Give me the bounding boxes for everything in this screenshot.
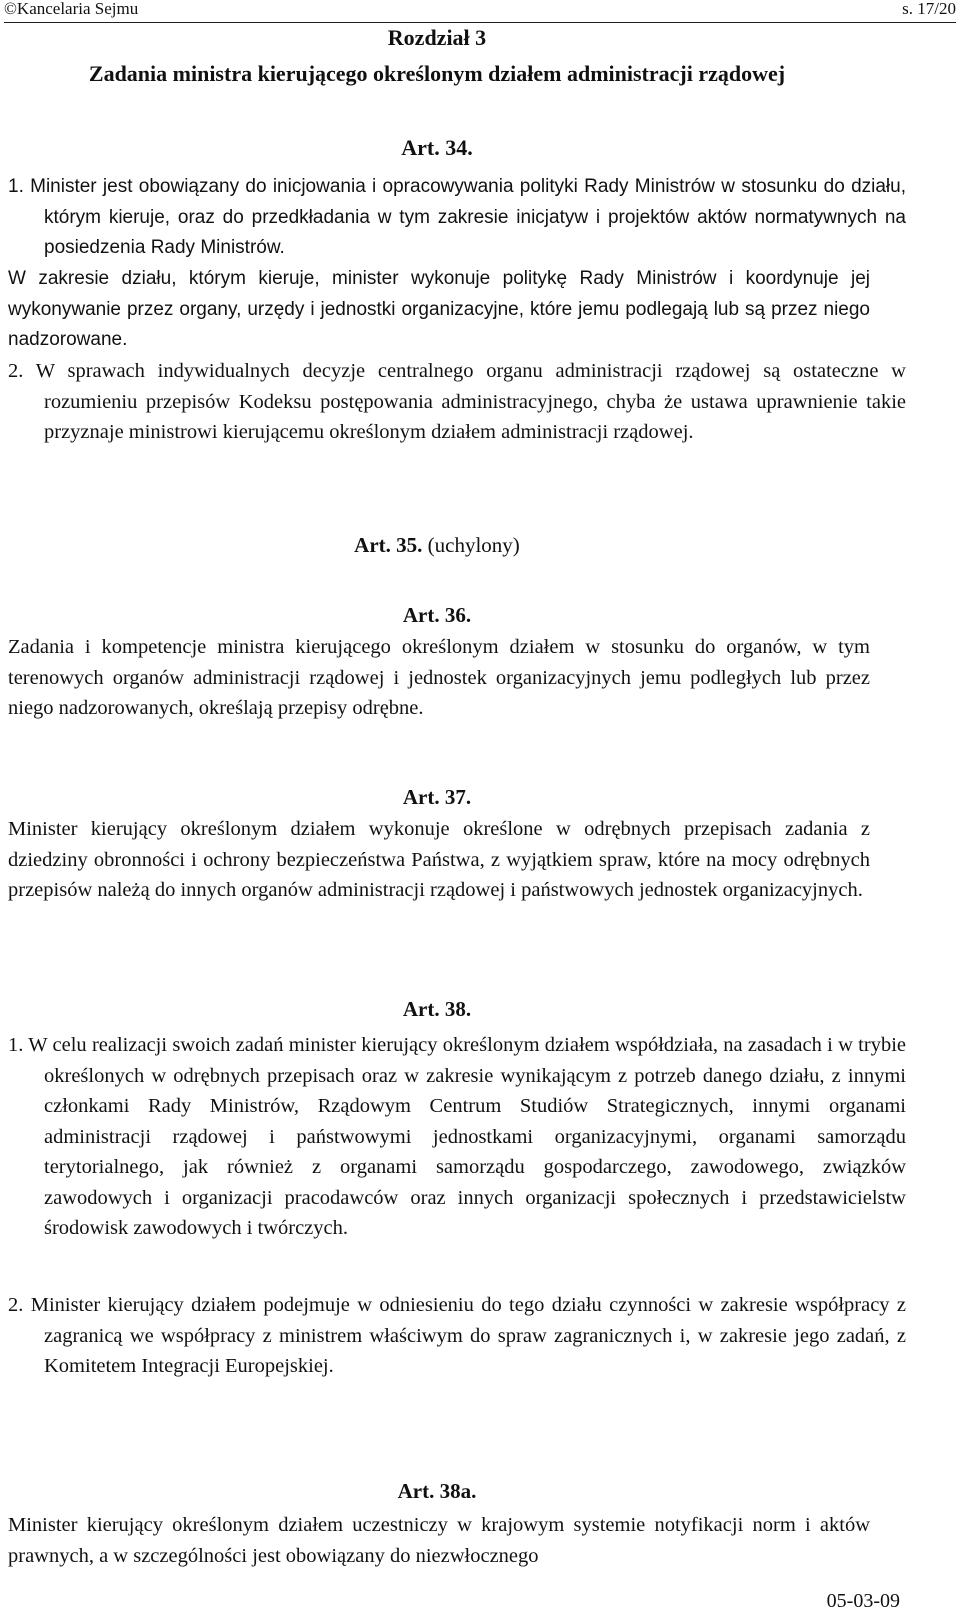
article-38a-text: Minister kierujący określonym działem uczestniczy w krajowym systemie notyfikacji norm i aktów prawnych, a w szczególności jest obowiązany do niezwłocznego	[8, 1514, 870, 1567]
article-34-paragraph-1b: W zakresie działu, którym kieruje, minister wykonuje politykę Rady Ministrów i koordynuje jej wykonywanie przez organy, urzędy i jednostki organizacyjne, które jemu podlegają lub są przez niego nadzorowane.	[8, 268, 870, 350]
article-36-heading: Art. 36.	[402, 603, 472, 627]
article-34-paragraph-1a: 1. Minister jest obowiązany do inicjowania i opracowywania polityki Rady Ministrów w stosunku do działu, którym kieruje, oraz do przedkładania w tym zakresie inicjatyw i projektów aktów normatywnych na posiedzenia Rady Ministrów.	[8, 176, 906, 258]
article-34-heading: Art. 34.	[401, 135, 473, 160]
article-38-heading: Art. 38.	[402, 997, 472, 1021]
page-header	[4, 0, 956, 23]
chapter-name: Zadania ministra kierującego określonym działem administracji rządowej	[88, 61, 786, 86]
article-37-heading: Art. 37.	[402, 785, 472, 809]
article-37-text: Minister kierujący określonym działem wykonuje określone w odrębnych przepisach zadania z dziedziny obronności i ochrony bezpieczeństwa Państwa, z wyjątkiem spraw, które na mocy odrębnych przepisów należą do innych organów administracji rządowej i państwowych jednostek organizacyjnych.	[8, 818, 870, 901]
article-35-number: Art. 35.	[354, 533, 423, 557]
article-38-paragraph-2: 2. Minister kierujący działem podejmuje w odniesieniu do tego działu czynności w zakresie współpracy z zagranicą we współpracy z ministrem właściwym do spraw zagranicznych i, w zakresie jego zadań, z Komitetem Integracji Europejskiej.	[8, 1294, 906, 1377]
article-38-paragraph-1: 1. W celu realizacji swoich zadań minister kierujący określonym działem współdziała, na zasadach i w trybie określonych w odrębnych przepisach oraz w zakresie wynikającym z potrzeb danego działu, z innymi członkami Rady Ministrów, Rządowym Centrum Studiów Strategicznych, innymi organami administracji rządowej i państwowymi jednostkami organizacyjnymi, organami samorządu terytorialnego, jak również z organami samorządu gospodarczego, zawodowego, związków zawodowych i organizacji pracodawców oraz innych organizacji społecznych i przedstawicielstw środowisk zawodowych i twórczych.	[8, 1034, 906, 1239]
footer-date-code: 05-03-09	[826, 1590, 900, 1612]
article-34-paragraph-2: 2. W sprawach indywidualnych decyzje centralnego organu administracji rządowej są ostateczne w rozumieniu przepisów Kodeksu postępowania administracyjnego, chyba że ustawa uprawnienie takie przyznaje ministrowi kierującemu określonym działem administracji rządowej.	[8, 360, 906, 443]
article-35-status: (uchylony)	[427, 533, 520, 557]
chapter-title: Rozdział 3	[387, 25, 487, 50]
article-35-heading	[0, 530, 874, 560]
header-publisher: ©Kancelaria Sejmu	[4, 0, 139, 18]
header-page-number: s. 17/20	[902, 0, 956, 18]
article-38a-heading: Art. 38a.	[397, 1479, 477, 1503]
article-36-text: Zadania i kompetencje ministra kierującego określonym działem w stosunku do organów, w tym terenowych organów administracji rządowej i jednostek organizacyjnych jemu podległych lub przez niego nadzorowanych, określają przepisy odrębne.	[8, 636, 870, 719]
